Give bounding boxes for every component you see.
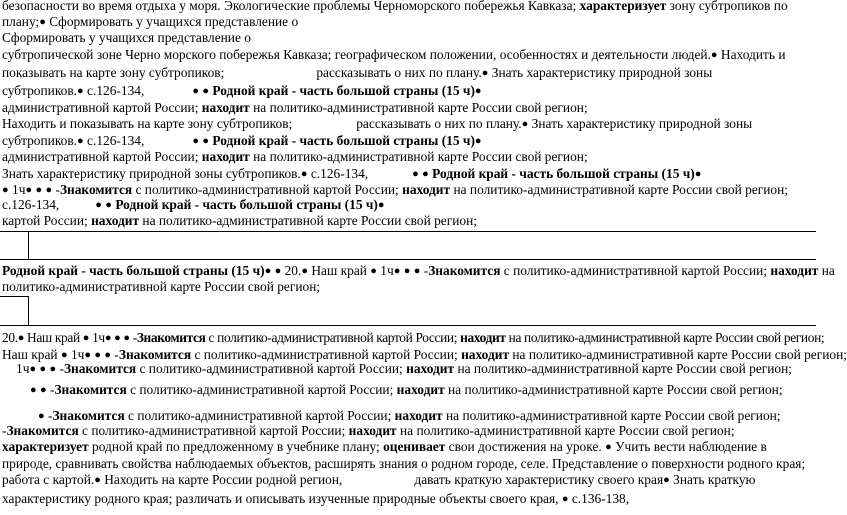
bullet-icon: ● <box>29 363 37 375</box>
bullet-icon: ● <box>45 184 53 196</box>
text: 20. <box>281 263 302 278</box>
text: 20. <box>2 330 18 345</box>
text: 1ч <box>67 347 85 362</box>
text: субтропиков. <box>2 83 78 98</box>
heading-text: Родной край - часть большой страны (15 ч) <box>2 263 265 278</box>
text: 1ч <box>376 263 394 278</box>
text: с.126-134, <box>83 83 145 98</box>
text: Сформировать у учащихся представление о <box>45 14 299 29</box>
bullet-icon: ● <box>202 85 209 97</box>
bullet-icon: ● <box>301 265 308 277</box>
text: на политико-административной карте России свой регион; <box>249 149 588 164</box>
text: на политико-административной карте России свой регион; <box>442 408 781 423</box>
text: Знать характеристику природной зоны субтропиков. <box>2 166 301 181</box>
text: на политико-административной карте России свой регион; <box>505 330 825 345</box>
bullet-icon: ● <box>94 474 101 486</box>
bullet-icon: ● <box>95 199 102 211</box>
bullet-icon: ● <box>77 85 84 97</box>
bullet-icon: ● <box>123 332 130 344</box>
text-line <box>2 14 298 31</box>
bullet-icon: ● <box>694 168 702 180</box>
bullet-icon: ● <box>377 199 385 211</box>
bullet-icon: ● <box>413 265 421 277</box>
bullet-icon: ● <box>104 332 112 344</box>
bullet-icon: ● <box>202 135 209 147</box>
bullet-icon: ● <box>561 493 569 505</box>
bullet-icon: ● <box>39 16 46 28</box>
bullet-icon: ● <box>84 349 92 361</box>
text-line <box>2 47 786 64</box>
text: политико-административной карте России свой регион; <box>2 279 321 294</box>
bullet-icon: ● <box>38 410 45 422</box>
bullet-icon: ● <box>605 441 612 453</box>
text: на политико-административной карте России свой регион; <box>509 347 847 362</box>
bullet-icon: ● <box>114 332 121 344</box>
text-bold: находит <box>201 100 250 115</box>
divider <box>0 259 816 260</box>
text: Находить на карте России родной регион, <box>100 472 343 487</box>
text: природе, сравнивать свойства наблюдаемых объектов, расширять знания о родном городе, селе. Представление о поверхности родного края; <box>2 456 806 471</box>
bullet-icon: ● <box>60 349 68 361</box>
bullet-icon: ● <box>94 349 102 361</box>
text: Наш край <box>24 330 83 345</box>
bullet-icon: ● <box>393 265 401 277</box>
text: 1ч <box>16 361 30 376</box>
text: административной картой России; <box>2 149 202 164</box>
text: - <box>52 182 60 197</box>
bullet-icon: ● <box>104 349 112 361</box>
text: 1ч <box>8 182 26 197</box>
text-line <box>2 197 385 214</box>
text-bold: Знакомится <box>6 423 79 438</box>
text: с политико-административной картой России; <box>124 408 395 423</box>
bullet-icon: ● <box>422 168 429 180</box>
text-line <box>2 439 767 456</box>
text: 1ч <box>89 330 105 345</box>
bullet-icon: ● <box>521 118 529 130</box>
bullet-icon: ● <box>192 85 199 97</box>
text: с.126-134, <box>2 197 60 212</box>
text-line <box>2 149 588 165</box>
text: - <box>44 408 53 423</box>
text-bold: характеризует <box>579 0 667 13</box>
text: с политико-административной картой России; <box>132 182 403 197</box>
text: с политико-административной картой России; <box>78 423 349 438</box>
bullet-icon: ● <box>77 135 84 147</box>
divider <box>0 296 28 297</box>
text: на политико-административной карте России свой регион; <box>454 361 793 376</box>
bullet-icon: ● <box>300 168 308 180</box>
text-line <box>2 213 477 229</box>
text: родной край по предложенному в учебнике плану; <box>88 439 384 454</box>
text: - <box>129 330 137 345</box>
text-line <box>2 491 629 508</box>
text: субтропиков. <box>2 133 78 148</box>
text: - <box>46 382 55 397</box>
text-bold: находит <box>460 330 506 345</box>
text: Наш край <box>2 347 61 362</box>
heading-text: Родной край - часть большой страны (15 ч) <box>212 133 475 148</box>
bullet-icon: ● <box>39 363 47 375</box>
text-line <box>2 100 588 116</box>
heading-text: Родной край - часть большой страны (15 ч) <box>115 197 378 212</box>
text: безопасности во время отдыха у моря. Экологические проблемы Черноморского побережья Кавказа; <box>2 0 580 13</box>
text-bold: находит <box>406 361 455 376</box>
text-bold: Знакомится <box>52 408 125 423</box>
text: плану; <box>2 14 40 29</box>
bullet-icon: ● <box>412 168 419 180</box>
bullet-icon: ● <box>82 332 90 344</box>
bullet-icon: ● <box>481 67 489 79</box>
text-line <box>2 472 756 489</box>
text-bold: находит <box>461 347 510 362</box>
text: с политико-административной картой России; <box>136 361 407 376</box>
text: картой России; <box>2 213 92 228</box>
text: рассказывать о них по плану. <box>316 65 482 80</box>
text: - <box>420 263 429 278</box>
text: показывать на карте зону субтропиков; <box>2 65 225 80</box>
text: с политико-административной картой России; <box>500 263 771 278</box>
bullet-icon: ● <box>49 363 57 375</box>
text: с политико-административной картой России; <box>126 382 397 397</box>
text-bold: Знакомится <box>118 347 192 362</box>
text-line <box>2 0 788 14</box>
text-line <box>2 133 482 150</box>
text-bold: находит <box>396 382 445 397</box>
text-bold: Знакомится <box>428 263 501 278</box>
text-line <box>2 83 482 100</box>
text: Находить и показывать на карте зону субтропиков; <box>2 116 293 131</box>
bullet-icon: ● <box>403 265 411 277</box>
bullet-icon: ● <box>370 265 377 277</box>
text: субтропической зоне Черно морского побережья Кавказа; географическом положении, особенностях и деятельности людей. <box>2 47 711 62</box>
bullet-icon: ● <box>474 85 482 97</box>
text: с.126-134, <box>307 166 369 181</box>
divider <box>0 231 816 232</box>
table-cell-border <box>28 231 29 259</box>
text: с.136-138, <box>568 491 630 506</box>
text-bold: находит <box>91 213 140 228</box>
text: - <box>111 347 119 362</box>
heading-text: Родной край - часть большой страны (15 ч) <box>432 166 695 181</box>
text: с политико-административной картой России; <box>191 347 462 362</box>
text-bold: находит <box>201 149 250 164</box>
text-line <box>2 30 251 46</box>
text-bold: Знакомится <box>54 382 127 397</box>
text: характеристику родного края; различать и описывать изученные природные объекты своего края, <box>2 491 562 506</box>
text-line <box>2 65 712 82</box>
bullet-icon: ● <box>2 184 9 196</box>
text: на политико-административной карте России свой регион; <box>249 100 588 115</box>
text: давать краткую характеристику своего края <box>414 472 664 487</box>
bullet-icon: ● <box>710 49 718 61</box>
text-line <box>2 166 701 183</box>
text: Учить вести наблюдение в <box>611 439 767 454</box>
bullet-icon: ● <box>264 265 272 277</box>
text: зону субтропиков по <box>666 0 788 13</box>
text: с политико-административной картой России; <box>205 330 461 345</box>
heading-text: Родной край - часть большой страны (15 ч) <box>212 83 475 98</box>
text: - <box>56 361 64 376</box>
text-line <box>2 263 835 280</box>
bullet-icon: ● <box>40 384 47 396</box>
text: Знать краткую <box>669 472 756 487</box>
text: Знать характеристику природной зоны <box>488 65 713 80</box>
text-bold: Знакомится <box>59 182 133 197</box>
text: административной картой России; <box>2 100 202 115</box>
text: на политико-административной карте России свой регион; <box>444 382 783 397</box>
text: - <box>2 423 7 438</box>
text-bold: характеризует <box>2 439 89 454</box>
text: работа с картой. <box>2 472 95 487</box>
table-cell-border <box>28 296 29 326</box>
text-bold: Знакомится <box>136 330 206 345</box>
text: Знать характеристику природной зоны <box>528 116 753 131</box>
text: на политико-административной карте России свой регион; <box>450 182 789 197</box>
text-line <box>2 279 320 295</box>
bullet-icon: ● <box>663 474 670 486</box>
text: Находить и <box>717 47 786 62</box>
text-bold: находит <box>770 263 819 278</box>
text-bold: Знакомится <box>63 361 137 376</box>
bullet-icon: ● <box>30 384 37 396</box>
text-line <box>2 116 752 133</box>
text: свои достижения на уроке. <box>445 439 606 454</box>
bullet-icon: ● <box>105 199 112 211</box>
text-line <box>2 423 735 439</box>
text-line <box>2 330 824 347</box>
text: на <box>818 263 835 278</box>
text: на политико-административной карте России свой регион; <box>139 213 477 228</box>
text-line <box>30 382 783 399</box>
text: Наш край <box>308 263 371 278</box>
bullet-icon: ● <box>35 184 43 196</box>
text-bold: оценивает <box>383 439 446 454</box>
bullet-icon: ● <box>25 184 33 196</box>
bullet-icon: ● <box>274 265 282 277</box>
bullet-icon: ● <box>474 135 482 147</box>
bullet-icon: ● <box>192 135 199 147</box>
text-line <box>2 456 805 472</box>
text-bold: находит <box>402 182 451 197</box>
bullet-icon: ● <box>17 332 24 344</box>
text: на политико-административной карте России свой регион; <box>396 423 735 438</box>
text: с.126-134, <box>83 133 145 148</box>
text: Сформировать у учащихся представление о <box>2 30 251 45</box>
text-bold: находит <box>348 423 397 438</box>
text: рассказывать о них по плану. <box>356 116 522 131</box>
text-bold: находит <box>394 408 443 423</box>
text-line <box>16 361 792 378</box>
divider <box>0 325 816 326</box>
